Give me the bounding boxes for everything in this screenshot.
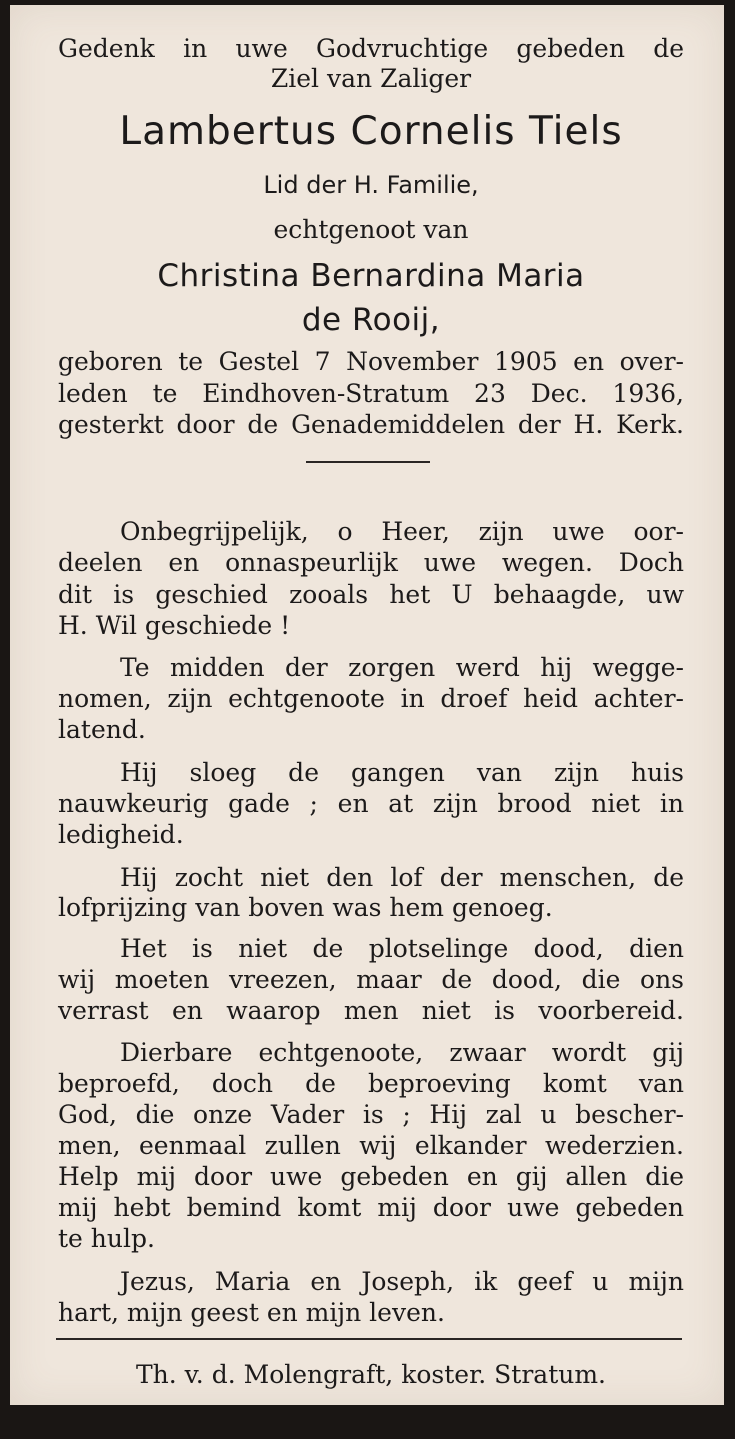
paragraph-6-line-6: mij hebt bemind komt mij door uwe gebeden xyxy=(58,1193,684,1222)
bio-line-3: gesterkt door de Genademiddelen der H. Kerk. xyxy=(58,410,684,439)
paragraph-1-line-1: Onbegrijpelijk, o Heer, zijn uwe oor- xyxy=(120,517,684,546)
intro-line-1: Gedenk in uwe Godvruchtige gebeden de xyxy=(58,34,684,63)
spouse-intro: echtgenoot van xyxy=(273,215,469,244)
paragraph-6-line-4: men, eenmaal zullen wij elkander wederzien. xyxy=(58,1131,684,1160)
paragraph-1-line-4: H. Wil geschiede ! xyxy=(58,611,291,640)
paragraph-6-line-3: God, die onze Vader is ; Hij zal u bescher- xyxy=(58,1100,684,1129)
paragraph-5-line-3: verrast en waarop men niet is voorbereid. xyxy=(58,996,684,1025)
paragraph-1-line-3: dit is geschied zooals het U behaagde, uw xyxy=(58,580,684,609)
paragraph-7-line-2: hart, mijn geest en mijn leven. xyxy=(58,1298,445,1327)
spouse-name-line-1: Christina Bernardina Maria xyxy=(157,258,585,294)
paragraph-3-line-2: nauwkeurig gade ; en at zijn brood niet in xyxy=(58,789,684,818)
printer-credit: Th. v. d. Molengraft, koster. Stratum. xyxy=(135,1360,606,1389)
paragraph-5-line-1: Het is niet de plotselinge dood, dien xyxy=(120,934,684,963)
paragraph-4-line-2: lofprijzing van boven was hem genoeg. xyxy=(58,893,553,922)
divider-short xyxy=(306,461,430,463)
paragraph-6-line-1: Dierbare echtgenoote, zwaar wordt gij xyxy=(120,1038,684,1067)
divider-long xyxy=(56,1338,682,1340)
paragraph-6-line-2: beproefd, doch de beproeving komt van xyxy=(58,1069,684,1098)
paragraph-6-line-7: te hulp. xyxy=(58,1224,155,1253)
paragraph-5-line-2: wij moeten vreezen, maar de dood, die ons xyxy=(58,965,684,994)
paragraph-3-line-1: Hij sloeg de gangen van zijn huis xyxy=(120,758,684,787)
paragraph-4-line-1: Hij zocht niet den lof der menschen, de xyxy=(120,863,684,892)
membership-line: Lid der H. Familie, xyxy=(263,171,479,199)
paragraph-3-line-3: ledigheid. xyxy=(58,820,184,849)
paragraph-2-line-2: nomen, zijn echtgenoote in droef heid achter- xyxy=(58,684,684,713)
intro-line-2: Ziel van Zaliger xyxy=(270,64,472,93)
spouse-name-line-2: de Rooij, xyxy=(301,302,441,338)
bio-line-2: leden te Eindhoven-Stratum 23 Dec. 1936, xyxy=(58,379,684,408)
paragraph-2-line-3: latend. xyxy=(58,715,146,744)
paragraph-1-line-2: deelen en onnaspeurlijk uwe wegen. Doch xyxy=(58,548,684,577)
bio-line-1: geboren te Gestel 7 November 1905 en over- xyxy=(58,347,684,376)
paragraph-2-line-1: Te midden der zorgen werd hij wegge- xyxy=(120,653,684,682)
paragraph-7-line-1: Jezus, Maria en Joseph, ik geef u mijn xyxy=(120,1267,684,1296)
paragraph-6-line-5: Help mij door uwe gebeden en gij allen die xyxy=(58,1162,684,1191)
deceased-name: Lambertus Cornelis Tiels xyxy=(119,109,623,154)
memorial-card xyxy=(10,5,724,1405)
